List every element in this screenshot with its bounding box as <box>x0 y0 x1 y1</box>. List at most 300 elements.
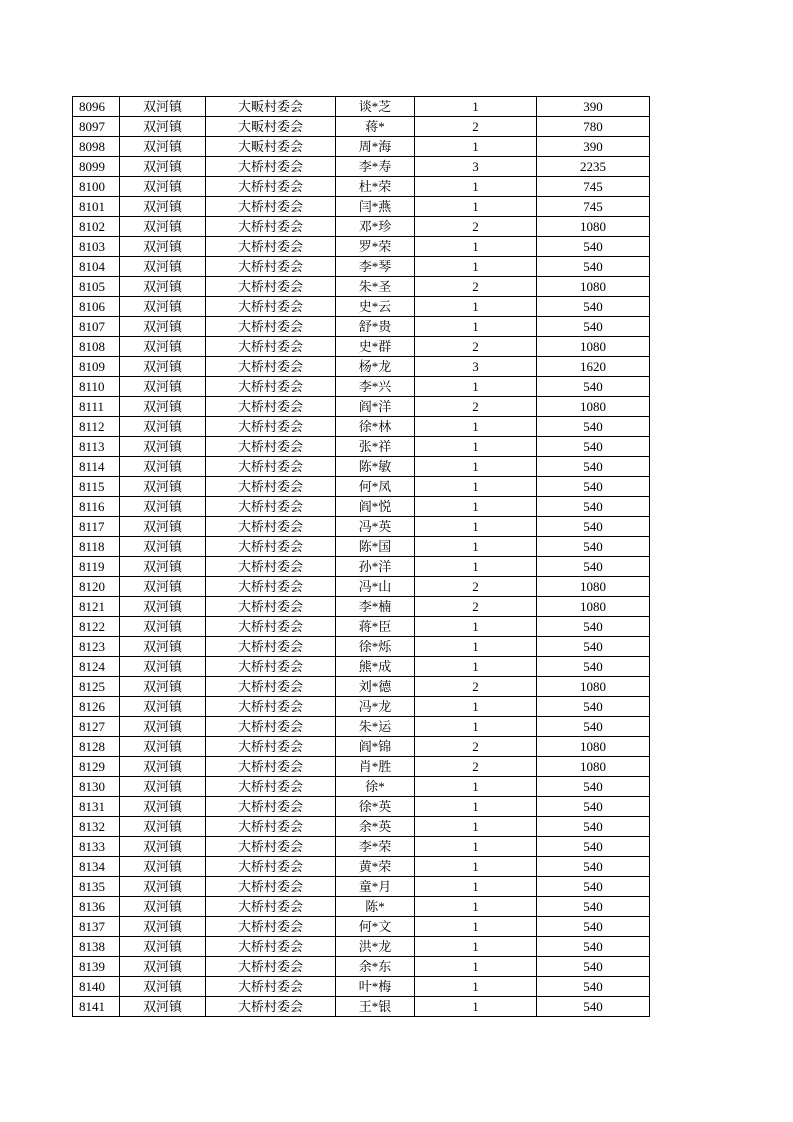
table-row <box>73 317 650 337</box>
table-row <box>73 657 650 677</box>
row-number-cell: 8137 <box>73 917 120 937</box>
row-number-cell: 8112 <box>73 417 120 437</box>
household-count-cell: 2 <box>415 397 537 417</box>
name-cell: 刘*德 <box>336 677 415 697</box>
name-cell: 阎*悦 <box>336 497 415 517</box>
household-count-cell: 2 <box>415 337 537 357</box>
household-count-cell: 1 <box>415 197 537 217</box>
row-number-cell: 8129 <box>73 757 120 777</box>
table-row <box>73 777 650 797</box>
amount-cell: 540 <box>537 657 650 677</box>
town-cell: 双河镇 <box>120 957 206 977</box>
name-cell: 闫*燕 <box>336 197 415 217</box>
village-committee-cell: 大桥村委会 <box>206 657 336 677</box>
name-cell: 李*寿 <box>336 157 415 177</box>
amount-cell: 1080 <box>537 277 650 297</box>
amount-cell: 540 <box>537 637 650 657</box>
row-number-cell: 8104 <box>73 257 120 277</box>
table-row <box>73 337 650 357</box>
town-cell: 双河镇 <box>120 537 206 557</box>
household-count-cell: 1 <box>415 977 537 997</box>
table-row <box>73 997 650 1017</box>
household-count-cell: 1 <box>415 897 537 917</box>
town-cell: 双河镇 <box>120 937 206 957</box>
table-row <box>73 357 650 377</box>
table-row <box>73 397 650 417</box>
household-count-cell: 1 <box>415 997 537 1017</box>
amount-cell: 1080 <box>537 737 650 757</box>
amount-cell: 540 <box>537 897 650 917</box>
village-committee-cell: 大畈村委会 <box>206 137 336 157</box>
row-number-cell: 8123 <box>73 637 120 657</box>
village-committee-cell: 大桥村委会 <box>206 517 336 537</box>
town-cell: 双河镇 <box>120 917 206 937</box>
amount-cell: 540 <box>537 417 650 437</box>
table-row <box>73 937 650 957</box>
name-cell: 熊*成 <box>336 657 415 677</box>
household-count-cell: 1 <box>415 317 537 337</box>
town-cell: 双河镇 <box>120 717 206 737</box>
village-committee-cell: 大桥村委会 <box>206 437 336 457</box>
household-count-cell: 1 <box>415 917 537 937</box>
row-number-cell: 8110 <box>73 377 120 397</box>
name-cell: 肖*胜 <box>336 757 415 777</box>
table-row <box>73 557 650 577</box>
table-row <box>73 177 650 197</box>
village-committee-cell: 大桥村委会 <box>206 737 336 757</box>
amount-cell: 540 <box>537 717 650 737</box>
name-cell: 谈*芝 <box>336 97 415 117</box>
amount-cell: 540 <box>537 317 650 337</box>
household-count-cell: 1 <box>415 657 537 677</box>
amount-cell: 745 <box>537 177 650 197</box>
row-number-cell: 8116 <box>73 497 120 517</box>
name-cell: 何*文 <box>336 917 415 937</box>
household-count-cell: 1 <box>415 517 537 537</box>
village-committee-cell: 大桥村委会 <box>206 677 336 697</box>
row-number-cell: 8117 <box>73 517 120 537</box>
village-committee-cell: 大桥村委会 <box>206 457 336 477</box>
town-cell: 双河镇 <box>120 277 206 297</box>
household-count-cell: 1 <box>415 717 537 737</box>
village-committee-cell: 大桥村委会 <box>206 497 336 517</box>
row-number-cell: 8140 <box>73 977 120 997</box>
name-cell: 史*云 <box>336 297 415 317</box>
town-cell: 双河镇 <box>120 497 206 517</box>
table-body <box>73 97 650 1017</box>
town-cell: 双河镇 <box>120 557 206 577</box>
name-cell: 阎*洋 <box>336 397 415 417</box>
name-cell: 李*楠 <box>336 597 415 617</box>
table-row <box>73 737 650 757</box>
town-cell: 双河镇 <box>120 517 206 537</box>
village-committee-cell: 大桥村委会 <box>206 837 336 857</box>
amount-cell: 540 <box>537 777 650 797</box>
table-row <box>73 417 650 437</box>
household-count-cell: 1 <box>415 817 537 837</box>
town-cell: 双河镇 <box>120 377 206 397</box>
village-committee-cell: 大桥村委会 <box>206 777 336 797</box>
household-count-cell: 1 <box>415 537 537 557</box>
row-number-cell: 8097 <box>73 117 120 137</box>
amount-cell: 540 <box>537 237 650 257</box>
town-cell: 双河镇 <box>120 297 206 317</box>
village-committee-cell: 大桥村委会 <box>206 917 336 937</box>
village-committee-cell: 大桥村委会 <box>206 937 336 957</box>
village-committee-cell: 大桥村委会 <box>206 197 336 217</box>
name-cell: 朱*圣 <box>336 277 415 297</box>
row-number-cell: 8119 <box>73 557 120 577</box>
household-count-cell: 2 <box>415 677 537 697</box>
village-committee-cell: 大桥村委会 <box>206 417 336 437</box>
amount-cell: 540 <box>537 937 650 957</box>
row-number-cell: 8099 <box>73 157 120 177</box>
name-cell: 孙*洋 <box>336 557 415 577</box>
table-row <box>73 717 650 737</box>
name-cell: 周*海 <box>336 137 415 157</box>
household-count-cell: 1 <box>415 177 537 197</box>
row-number-cell: 8101 <box>73 197 120 217</box>
amount-cell: 1080 <box>537 577 650 597</box>
amount-cell: 540 <box>537 517 650 537</box>
name-cell: 邓*珍 <box>336 217 415 237</box>
village-committee-cell: 大桥村委会 <box>206 397 336 417</box>
household-count-cell: 1 <box>415 957 537 977</box>
amount-cell: 2235 <box>537 157 650 177</box>
household-count-cell: 1 <box>415 617 537 637</box>
table-row <box>73 437 650 457</box>
town-cell: 双河镇 <box>120 117 206 137</box>
village-committee-cell: 大桥村委会 <box>206 977 336 997</box>
table-row <box>73 217 650 237</box>
amount-cell: 540 <box>537 977 650 997</box>
amount-cell: 540 <box>537 257 650 277</box>
village-committee-cell: 大桥村委会 <box>206 217 336 237</box>
household-count-cell: 1 <box>415 437 537 457</box>
village-committee-cell: 大桥村委会 <box>206 357 336 377</box>
name-cell: 童*月 <box>336 877 415 897</box>
table-row <box>73 697 650 717</box>
household-count-cell: 1 <box>415 137 537 157</box>
town-cell: 双河镇 <box>120 897 206 917</box>
village-committee-cell: 大桥村委会 <box>206 717 336 737</box>
row-number-cell: 8136 <box>73 897 120 917</box>
village-committee-cell: 大桥村委会 <box>206 297 336 317</box>
row-number-cell: 8141 <box>73 997 120 1017</box>
amount-cell: 540 <box>537 877 650 897</box>
name-cell: 洪*龙 <box>336 937 415 957</box>
household-count-cell: 2 <box>415 757 537 777</box>
row-number-cell: 8113 <box>73 437 120 457</box>
row-number-cell: 8103 <box>73 237 120 257</box>
table-row <box>73 297 650 317</box>
village-committee-cell: 大桥村委会 <box>206 577 336 597</box>
table-row <box>73 497 650 517</box>
village-committee-cell: 大桥村委会 <box>206 877 336 897</box>
row-number-cell: 8132 <box>73 817 120 837</box>
row-number-cell: 8134 <box>73 857 120 877</box>
town-cell: 双河镇 <box>120 197 206 217</box>
town-cell: 双河镇 <box>120 857 206 877</box>
name-cell: 李*兴 <box>336 377 415 397</box>
amount-cell: 1080 <box>537 677 650 697</box>
row-number-cell: 8100 <box>73 177 120 197</box>
village-committee-cell: 大畈村委会 <box>206 97 336 117</box>
town-cell: 双河镇 <box>120 237 206 257</box>
table-row <box>73 917 650 937</box>
amount-cell: 540 <box>537 817 650 837</box>
amount-cell: 540 <box>537 617 650 637</box>
name-cell: 余*英 <box>336 817 415 837</box>
town-cell: 双河镇 <box>120 997 206 1017</box>
town-cell: 双河镇 <box>120 357 206 377</box>
household-count-cell: 1 <box>415 457 537 477</box>
name-cell: 陈*敏 <box>336 457 415 477</box>
amount-cell: 540 <box>537 797 650 817</box>
name-cell: 叶*梅 <box>336 977 415 997</box>
name-cell: 杨*龙 <box>336 357 415 377</box>
table-row <box>73 517 650 537</box>
row-number-cell: 8135 <box>73 877 120 897</box>
name-cell: 阎*锦 <box>336 737 415 757</box>
name-cell: 杜*荣 <box>336 177 415 197</box>
village-committee-cell: 大桥村委会 <box>206 697 336 717</box>
household-count-cell: 1 <box>415 237 537 257</box>
name-cell: 李*荣 <box>336 837 415 857</box>
name-cell: 徐*烁 <box>336 637 415 657</box>
town-cell: 双河镇 <box>120 977 206 997</box>
table-row <box>73 677 650 697</box>
row-number-cell: 8127 <box>73 717 120 737</box>
village-committee-cell: 大桥村委会 <box>206 277 336 297</box>
town-cell: 双河镇 <box>120 177 206 197</box>
town-cell: 双河镇 <box>120 677 206 697</box>
amount-cell: 390 <box>537 137 650 157</box>
row-number-cell: 8122 <box>73 617 120 637</box>
name-cell: 舒*贵 <box>336 317 415 337</box>
row-number-cell: 8109 <box>73 357 120 377</box>
amount-cell: 540 <box>537 377 650 397</box>
amount-cell: 1080 <box>537 217 650 237</box>
village-committee-cell: 大桥村委会 <box>206 157 336 177</box>
village-committee-cell: 大桥村委会 <box>206 177 336 197</box>
name-cell: 冯*龙 <box>336 697 415 717</box>
town-cell: 双河镇 <box>120 157 206 177</box>
amount-cell: 540 <box>537 837 650 857</box>
town-cell: 双河镇 <box>120 417 206 437</box>
village-committee-cell: 大桥村委会 <box>206 997 336 1017</box>
household-count-cell: 1 <box>415 97 537 117</box>
name-cell: 冯*山 <box>336 577 415 597</box>
village-committee-cell: 大桥村委会 <box>206 597 336 617</box>
table-row <box>73 117 650 137</box>
row-number-cell: 8111 <box>73 397 120 417</box>
name-cell: 王*银 <box>336 997 415 1017</box>
table-row <box>73 477 650 497</box>
table-row <box>73 277 650 297</box>
row-number-cell: 8114 <box>73 457 120 477</box>
table-row <box>73 97 650 117</box>
household-count-cell: 2 <box>415 217 537 237</box>
household-count-cell: 1 <box>415 697 537 717</box>
table-row <box>73 137 650 157</box>
town-cell: 双河镇 <box>120 217 206 237</box>
amount-cell: 1080 <box>537 337 650 357</box>
village-committee-cell: 大畈村委会 <box>206 117 336 137</box>
amount-cell: 1080 <box>537 397 650 417</box>
amount-cell: 1080 <box>537 757 650 777</box>
row-number-cell: 8108 <box>73 337 120 357</box>
town-cell: 双河镇 <box>120 817 206 837</box>
household-count-cell: 1 <box>415 797 537 817</box>
town-cell: 双河镇 <box>120 617 206 637</box>
town-cell: 双河镇 <box>120 637 206 657</box>
household-count-cell: 2 <box>415 277 537 297</box>
amount-cell: 745 <box>537 197 650 217</box>
table-row <box>73 197 650 217</box>
village-committee-cell: 大桥村委会 <box>206 817 336 837</box>
household-count-cell: 1 <box>415 877 537 897</box>
amount-cell: 540 <box>537 437 650 457</box>
amount-cell: 540 <box>537 497 650 517</box>
household-count-cell: 1 <box>415 377 537 397</box>
table-row <box>73 457 650 477</box>
household-count-cell: 1 <box>415 857 537 877</box>
amount-cell: 540 <box>537 857 650 877</box>
amount-cell: 540 <box>537 957 650 977</box>
town-cell: 双河镇 <box>120 797 206 817</box>
amount-cell: 390 <box>537 97 650 117</box>
household-count-cell: 2 <box>415 117 537 137</box>
amount-cell: 540 <box>537 537 650 557</box>
household-count-cell: 1 <box>415 557 537 577</box>
data-table <box>72 96 650 1017</box>
amount-cell: 540 <box>537 997 650 1017</box>
household-count-cell: 1 <box>415 937 537 957</box>
row-number-cell: 8131 <box>73 797 120 817</box>
table-row <box>73 857 650 877</box>
town-cell: 双河镇 <box>120 597 206 617</box>
row-number-cell: 8102 <box>73 217 120 237</box>
village-committee-cell: 大桥村委会 <box>206 957 336 977</box>
name-cell: 何*凤 <box>336 477 415 497</box>
household-count-cell: 1 <box>415 497 537 517</box>
row-number-cell: 8128 <box>73 737 120 757</box>
amount-cell: 1080 <box>537 597 650 617</box>
name-cell: 冯*英 <box>336 517 415 537</box>
village-committee-cell: 大桥村委会 <box>206 537 336 557</box>
village-committee-cell: 大桥村委会 <box>206 617 336 637</box>
row-number-cell: 8115 <box>73 477 120 497</box>
row-number-cell: 8133 <box>73 837 120 857</box>
household-count-cell: 3 <box>415 157 537 177</box>
household-count-cell: 1 <box>415 257 537 277</box>
town-cell: 双河镇 <box>120 877 206 897</box>
name-cell: 蒋*臣 <box>336 617 415 637</box>
town-cell: 双河镇 <box>120 697 206 717</box>
town-cell: 双河镇 <box>120 837 206 857</box>
row-number-cell: 8098 <box>73 137 120 157</box>
table-row <box>73 977 650 997</box>
name-cell: 罗*荣 <box>336 237 415 257</box>
town-cell: 双河镇 <box>120 257 206 277</box>
household-count-cell: 3 <box>415 357 537 377</box>
table-row <box>73 637 650 657</box>
amount-cell: 540 <box>537 457 650 477</box>
table-row <box>73 257 650 277</box>
village-committee-cell: 大桥村委会 <box>206 557 336 577</box>
village-committee-cell: 大桥村委会 <box>206 377 336 397</box>
amount-cell: 780 <box>537 117 650 137</box>
table-row <box>73 837 650 857</box>
row-number-cell: 8120 <box>73 577 120 597</box>
name-cell: 徐*英 <box>336 797 415 817</box>
amount-cell: 540 <box>537 697 650 717</box>
name-cell: 徐*林 <box>336 417 415 437</box>
table-row <box>73 757 650 777</box>
village-committee-cell: 大桥村委会 <box>206 477 336 497</box>
name-cell: 徐* <box>336 777 415 797</box>
name-cell: 李*琴 <box>336 257 415 277</box>
town-cell: 双河镇 <box>120 777 206 797</box>
table-row <box>73 877 650 897</box>
row-number-cell: 8118 <box>73 537 120 557</box>
table-row <box>73 817 650 837</box>
town-cell: 双河镇 <box>120 317 206 337</box>
village-committee-cell: 大桥村委会 <box>206 637 336 657</box>
town-cell: 双河镇 <box>120 137 206 157</box>
name-cell: 史*群 <box>336 337 415 357</box>
town-cell: 双河镇 <box>120 397 206 417</box>
row-number-cell: 8107 <box>73 317 120 337</box>
row-number-cell: 8105 <box>73 277 120 297</box>
row-number-cell: 8138 <box>73 937 120 957</box>
table-row <box>73 597 650 617</box>
table-row <box>73 957 650 977</box>
name-cell: 蒋* <box>336 117 415 137</box>
amount-cell: 540 <box>537 917 650 937</box>
table-row <box>73 577 650 597</box>
table-row <box>73 897 650 917</box>
household-count-cell: 1 <box>415 837 537 857</box>
amount-cell: 540 <box>537 557 650 577</box>
row-number-cell: 8106 <box>73 297 120 317</box>
household-count-cell: 2 <box>415 597 537 617</box>
amount-cell: 540 <box>537 477 650 497</box>
village-committee-cell: 大桥村委会 <box>206 237 336 257</box>
table-row <box>73 157 650 177</box>
row-number-cell: 8124 <box>73 657 120 677</box>
name-cell: 陈* <box>336 897 415 917</box>
village-committee-cell: 大桥村委会 <box>206 857 336 877</box>
town-cell: 双河镇 <box>120 437 206 457</box>
row-number-cell: 8139 <box>73 957 120 977</box>
name-cell: 张*祥 <box>336 437 415 457</box>
village-committee-cell: 大桥村委会 <box>206 757 336 777</box>
town-cell: 双河镇 <box>120 577 206 597</box>
table-row <box>73 377 650 397</box>
village-committee-cell: 大桥村委会 <box>206 797 336 817</box>
household-count-cell: 1 <box>415 477 537 497</box>
town-cell: 双河镇 <box>120 657 206 677</box>
household-count-cell: 2 <box>415 737 537 757</box>
name-cell: 朱*运 <box>336 717 415 737</box>
town-cell: 双河镇 <box>120 337 206 357</box>
town-cell: 双河镇 <box>120 757 206 777</box>
table-row <box>73 237 650 257</box>
household-count-cell: 1 <box>415 777 537 797</box>
household-count-cell: 2 <box>415 577 537 597</box>
